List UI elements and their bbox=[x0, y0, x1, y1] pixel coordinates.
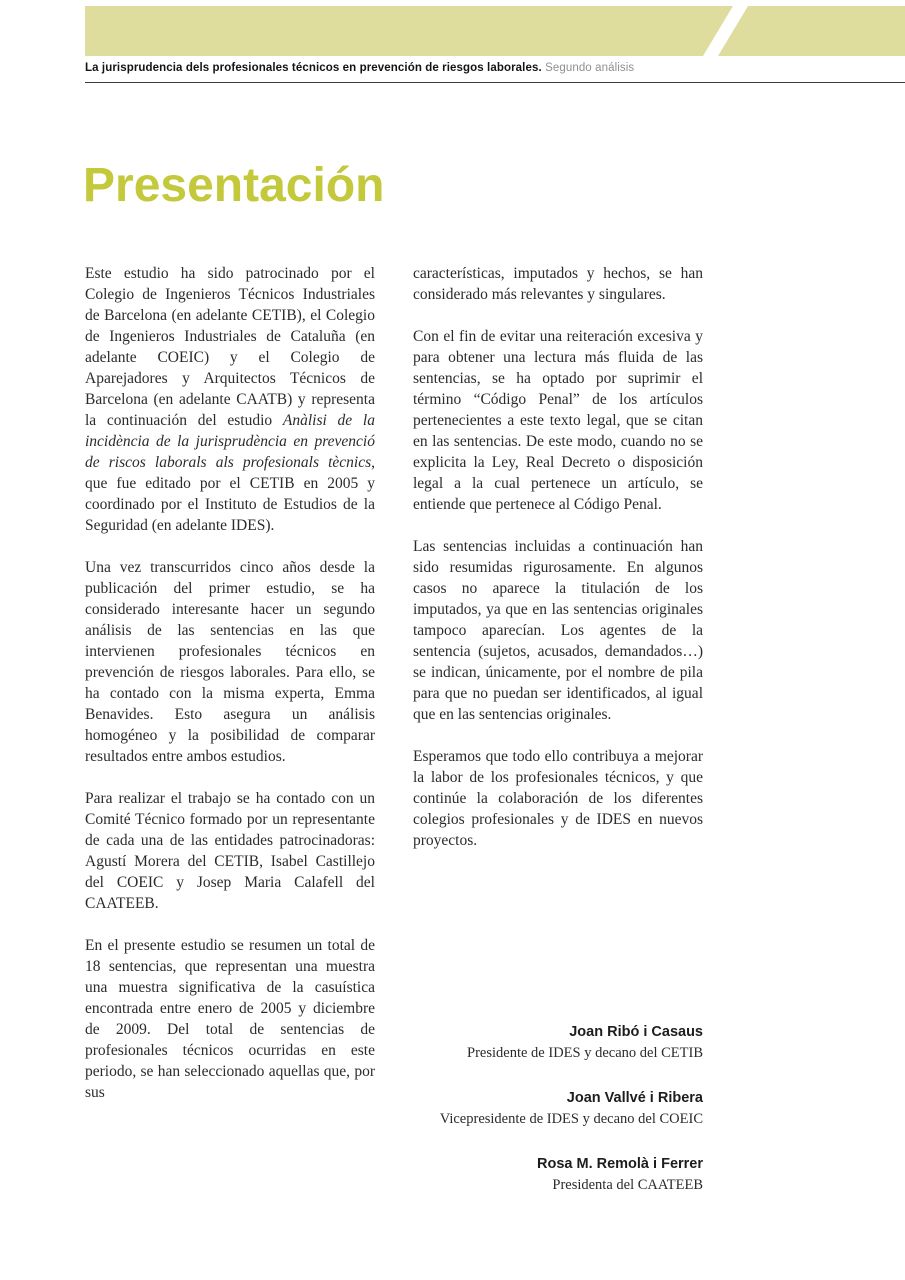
left-column bbox=[85, 263, 375, 1103]
header-divider bbox=[85, 82, 905, 83]
body-columns bbox=[85, 263, 703, 1103]
signatures bbox=[433, 1024, 703, 1195]
signature-role: Vicepresidente de IDES y decano del COEIC bbox=[439, 1111, 703, 1127]
signature-role: Presidente de IDES y decano del CETIB bbox=[467, 1045, 703, 1061]
paragraph: En el presente estudio se resumen un total de 18 sentencias, que representan una muestra una muestra significativa de la casuística encontrada entre enero de 2005 y diciembre de 2009. Del total de sentencias de profesionales técnicos ocurridas en este periodo, se han seleccionado aquellas que, por sus bbox=[85, 937, 375, 1101]
signature-block bbox=[433, 1156, 703, 1195]
signature-role: Presidenta del CAATEEB bbox=[552, 1177, 703, 1193]
running-header-subtitle: Segundo análisis bbox=[545, 62, 635, 74]
study-title-italic: Anàlisi de la incidència de la jurisprudència en prevenció de riscos laborals als profesionals tècnics bbox=[85, 412, 375, 471]
signature-block bbox=[433, 1090, 703, 1129]
paragraph: Esperamos que todo ello contribuya a mejorar la labor de los profesionales técnicos, y que continúe la colaboración de los diferentes colegios profesionales y de IDES en nuevos proyectos. bbox=[413, 748, 703, 849]
signature-block bbox=[433, 1024, 703, 1063]
paragraph: Las sentencias incluidas a continuación han sido resumidas rigurosamente. En algunos casos no aparece la titulación de los imputados, ya que en las sentencias originales tampoco aparecían. Los agentes de la sentencia (sujetos, acusados, demandados…) se indican, únicamente, por el nombre de pila para que no puedan ser identificados, al igual que en las sentencias originales. bbox=[413, 538, 703, 723]
paragraph: Para realizar el trabajo se ha contado con un Comité Técnico formado por un representante de cada una de las entidades patrocinadoras: Agustí Morera del CETIB, Isabel Castillejo del COEIC y Josep Maria Calafell del CAATEEB. bbox=[85, 790, 375, 912]
page-title: Presentación bbox=[83, 159, 385, 212]
signature-name: Joan Vallvé i Ribera bbox=[566, 1090, 703, 1106]
running-header-title: La jurisprudencia dels profesionales técnicos en prevención de riesgos laborales. bbox=[85, 62, 542, 74]
paragraph: características, imputados y hechos, se han considerado más relevantes y singulares. bbox=[413, 265, 703, 303]
signature-name: Rosa M. Remolà i Ferrer bbox=[537, 1156, 703, 1172]
header-band bbox=[85, 6, 733, 56]
signature-name: Joan Ribó i Casaus bbox=[569, 1024, 703, 1040]
running-header bbox=[85, 62, 895, 74]
paragraph-text: Este estudio ha sido patrocinado por el Colegio de Ingenieros Técnicos Industriales de Barcelona (en adelante CETIB), el Colegio de Ingenieros Industriales de Cataluña (en adelante COEIC) y el Colegio de Aparejadores y Arquitectos Técnicos de Barcelona (en adelante CAATB) y representa la continuación del estudio bbox=[85, 265, 375, 429]
header-band-tip bbox=[718, 6, 905, 56]
paragraph bbox=[85, 263, 375, 536]
paragraph: Con el fin de evitar una reiteración excesiva y para obtener una lectura más fluida de las sentencias, se ha optado por suprimir el término “Código Penal” de los artículos pertenecientes a este texto legal, que se citan en las sentencias. De este modo, cuando no se explicita la Ley, Real Decreto o disposición legal a la cual pertenece un artículo, se entiende que pertenece al Código Penal. bbox=[413, 328, 703, 513]
paragraph-text: , que fue editado por el CETIB en 2005 y coordinado por el Instituto de Estudios de la Seguridad (en adelante IDES). bbox=[85, 454, 375, 534]
right-column bbox=[413, 263, 703, 1103]
paragraph: Una vez transcurridos cinco años desde la publicación del primer estudio, se ha considerado interesante hacer un segundo análisis de las sentencias en las que intervienen profesionales técnicos en prevención de riesgos laborales. Para ello, se ha contado con la misma experta, Emma Benavides. Esto asegura un análisis homogéneo y la posibilidad de comparar resultados entre ambos estudios. bbox=[85, 559, 375, 765]
